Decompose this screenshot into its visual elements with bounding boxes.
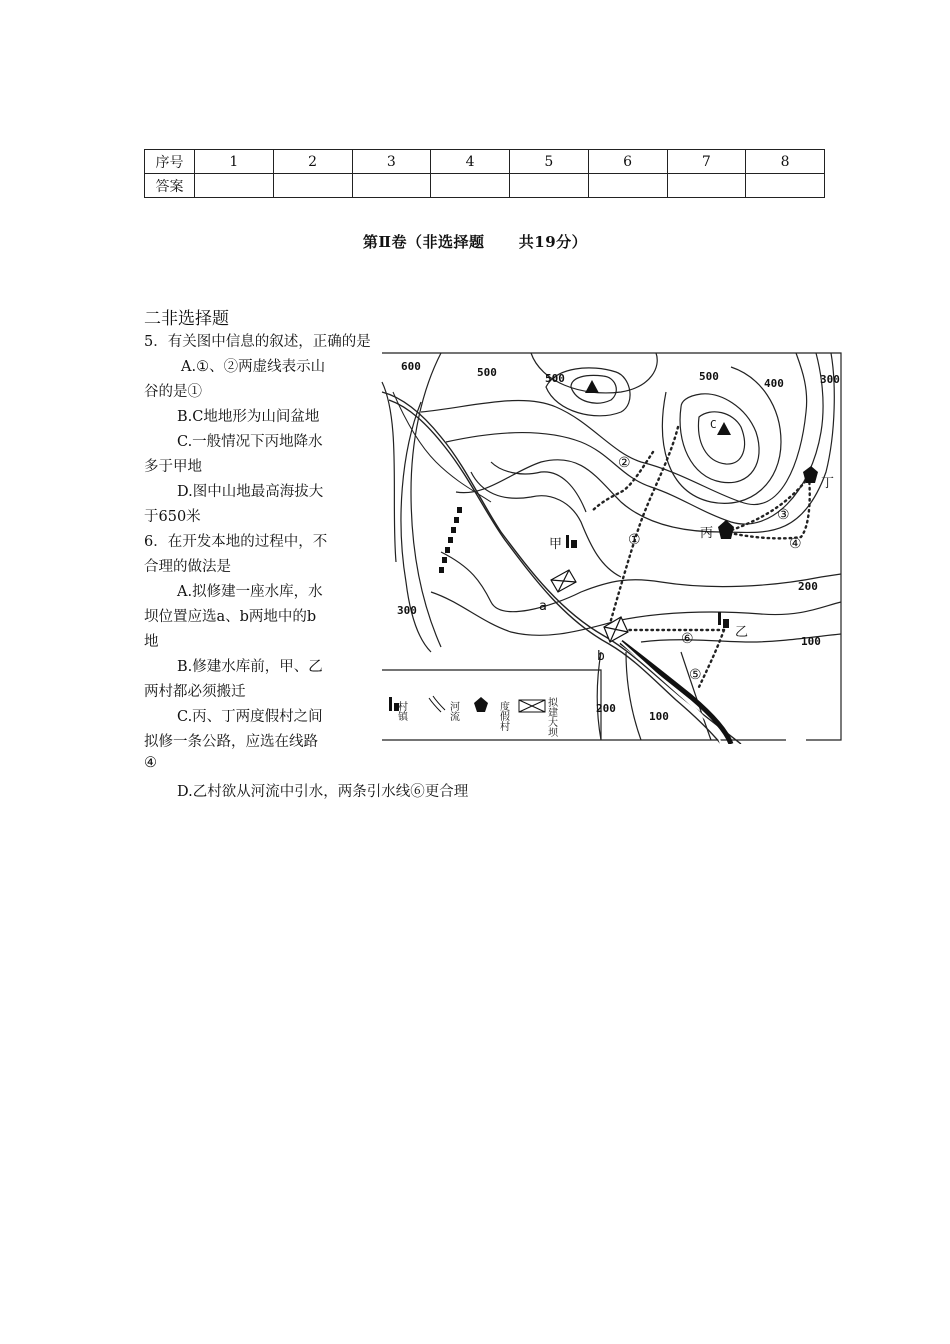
number-cell: 4 bbox=[431, 150, 510, 174]
place-ding-label: 丁 bbox=[821, 476, 835, 491]
dashed-boundary bbox=[439, 507, 462, 573]
number-cell: 8 bbox=[746, 150, 825, 174]
contour-line bbox=[698, 412, 744, 464]
answer-table bbox=[144, 149, 825, 198]
number-header-cell: 序号 bbox=[145, 150, 195, 174]
number-cell: 3 bbox=[352, 150, 431, 174]
contour-line bbox=[681, 652, 711, 740]
q5-option-c-cont: 多于甲地 bbox=[144, 459, 202, 475]
q6-stem-cont: 合理的做法是 bbox=[144, 559, 231, 575]
point-c-label: C bbox=[710, 418, 717, 431]
number-cell: 6 bbox=[588, 150, 667, 174]
number-cell: 7 bbox=[667, 150, 746, 174]
dam-b-label: b bbox=[597, 649, 605, 664]
route-2-label: ② bbox=[618, 455, 631, 471]
map-legend bbox=[389, 696, 558, 738]
q6-option-a-cont2: 地 bbox=[144, 634, 159, 650]
contour-label: 400 bbox=[764, 377, 784, 390]
contour-line bbox=[491, 462, 586, 512]
legend-river-label: 河流 bbox=[447, 701, 459, 721]
q6-stem: 6．在开发本地的过程中，不 bbox=[144, 534, 328, 550]
answer-cell[interactable] bbox=[431, 174, 510, 198]
legend-dam-icon bbox=[519, 700, 545, 712]
river bbox=[621, 642, 721, 744]
place-jia-label: 甲 bbox=[549, 537, 563, 552]
route-line-5 bbox=[699, 630, 724, 687]
contour-label: 500 bbox=[699, 370, 719, 383]
section-title: 第Ⅱ卷（非选择题 共19分） bbox=[362, 233, 588, 251]
contour-label: 600 bbox=[401, 360, 421, 373]
contour-label: 300 bbox=[397, 604, 417, 617]
contour-label: 200 bbox=[798, 580, 818, 593]
q6-option-c-cont: 拟修一条公路，应选在线路 bbox=[144, 734, 318, 750]
legend-resort-icon bbox=[474, 697, 488, 712]
village-yi-icon bbox=[718, 612, 729, 628]
q6-option-a: A.拟修建一座水库，水 bbox=[177, 584, 323, 600]
route-line-4 bbox=[726, 477, 810, 538]
q5-option-b: B.C地地形为山间盆地 bbox=[177, 409, 320, 425]
contour-label: 100 bbox=[801, 635, 821, 648]
place-bing-label: 丙 bbox=[700, 526, 714, 541]
route-6-label: ⑥ bbox=[681, 631, 694, 647]
q6-option-c-cont2: ④ bbox=[144, 755, 157, 771]
contour-label: 300 bbox=[820, 373, 840, 386]
q5-option-d-cont: 于650米 bbox=[144, 509, 201, 525]
answer-header-cell: 答案 bbox=[145, 174, 195, 198]
q5-option-a: A.①、②两虚线表示山 bbox=[181, 359, 326, 375]
number-cell: 2 bbox=[273, 150, 352, 174]
answer-cell[interactable] bbox=[667, 174, 746, 198]
place-yi-label: 乙 bbox=[735, 625, 749, 640]
answer-cell[interactable] bbox=[510, 174, 589, 198]
map-frame bbox=[382, 353, 841, 740]
topographic-map bbox=[381, 352, 843, 744]
answer-cell[interactable] bbox=[746, 174, 825, 198]
number-cell: 5 bbox=[510, 150, 589, 174]
answer-cell[interactable] bbox=[195, 174, 274, 198]
contour-line bbox=[680, 394, 759, 483]
q6-option-d: D.乙村欲从河流中引水，两条引水线⑥更合理 bbox=[177, 784, 469, 800]
contour-line bbox=[441, 552, 841, 612]
contour-label: 500 bbox=[477, 366, 497, 379]
legend-village-label: 村镇 bbox=[395, 701, 407, 721]
q5-option-a-cont: 谷的是① bbox=[144, 384, 202, 400]
contour-line bbox=[411, 353, 441, 647]
q5-option-d: D.图中山地最高海拔大 bbox=[177, 484, 324, 500]
answer-table-answer-row bbox=[145, 174, 825, 198]
legend-dam-label: 拟建大坝 bbox=[545, 697, 557, 737]
resort-bing-icon bbox=[718, 520, 734, 539]
number-cell: 1 bbox=[195, 150, 274, 174]
q5-stem: 5．有关图中信息的叙述，正确的是 bbox=[144, 334, 371, 350]
part-heading: 二非选择题 bbox=[144, 309, 229, 329]
route-4-label: ④ bbox=[789, 536, 802, 552]
answer-cell[interactable] bbox=[588, 174, 667, 198]
route-5-label: ⑤ bbox=[689, 667, 702, 683]
route-3-label: ③ bbox=[777, 507, 790, 523]
answer-cell[interactable] bbox=[273, 174, 352, 198]
river bbox=[389, 400, 721, 744]
q6-option-c: C.丙、丁两度假村之间 bbox=[177, 709, 323, 725]
q6-option-b-cont: 两村都必须搬迁 bbox=[144, 684, 246, 700]
contour-line bbox=[471, 472, 621, 577]
answer-table-number-row bbox=[145, 150, 825, 174]
dam-a-icon bbox=[551, 570, 576, 592]
contour-label: 500 bbox=[545, 372, 565, 385]
peak-triangle-icon bbox=[717, 422, 731, 435]
dam-a-label: a bbox=[539, 599, 547, 614]
contour-label: 200 bbox=[596, 702, 616, 715]
contour-label: 100 bbox=[649, 710, 669, 723]
village-jia-icon bbox=[566, 535, 577, 548]
route-1-label: ① bbox=[628, 532, 641, 548]
q5-option-c: C.一般情况下丙地降水 bbox=[177, 434, 323, 450]
contour-line bbox=[382, 382, 396, 562]
legend-resort-label: 度假村 bbox=[497, 701, 509, 731]
q6-option-a-cont: 坝位置应选a、b两地中的b bbox=[144, 609, 317, 625]
answer-cell[interactable] bbox=[352, 174, 431, 198]
peak-triangle-icon bbox=[585, 380, 599, 393]
q6-option-b: B.修建水库前，甲、乙 bbox=[177, 659, 323, 675]
legend-river-icon bbox=[429, 696, 445, 712]
